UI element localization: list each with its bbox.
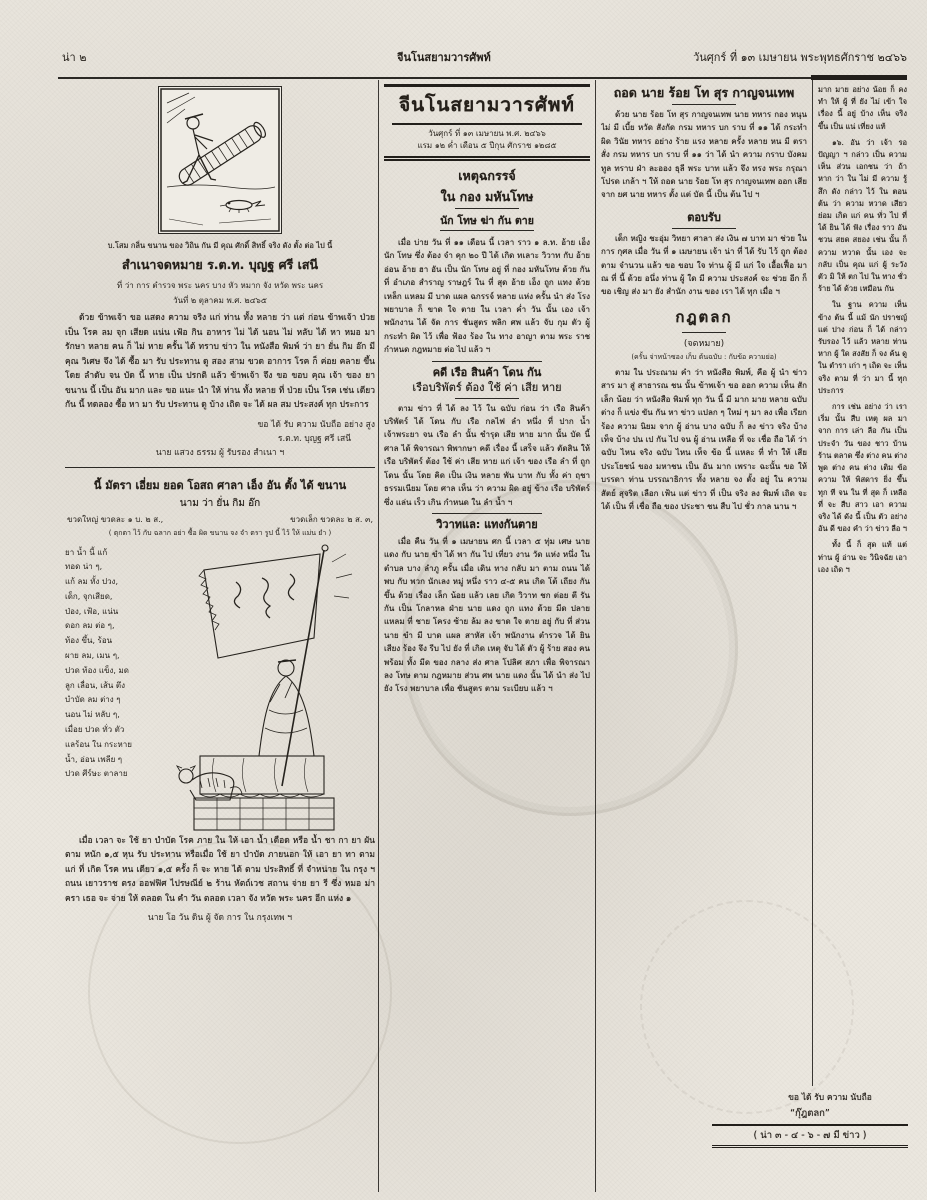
reply-heading: ตอบรับ (687, 210, 721, 224)
article-divider (432, 361, 542, 362)
headline-rule (672, 228, 736, 229)
continued-text: มาก มาย อย่าง น้อย ก็ คง ทำ ให้ ผู้ ที่ ยัง ไม่ เข้า ใจ เรื่อง นี้ อยู่ บ้าง เห็น จริง ขึ้น เป็น แน่ เที่ยง แท้ (818, 85, 907, 131)
headline-rule (455, 208, 519, 209)
list-item: ปวด ศีร์ษะ ตาลาย (65, 769, 128, 779)
masthead-title: จีนโนสยามวารศัพท์ (399, 94, 575, 116)
ad-note: ( ตุกตา ไว้ กับ ฉลาก อย่า ซื้อ ผิด ขนาน จง จำ ตรา รูป นี้ ไว้ ให้ แม่น ยำ ) (108, 528, 332, 537)
masthead-lunar-date: แรม ๑๒ ค่ำ เดือน ๕ ปีกุน ศักราช ๑๒๘๕ (417, 141, 557, 150)
letter-address: ที่ ว่า การ ตำรวจ พระ นคร บาง หัว หมาก จัง หวัด พระ นคร (116, 281, 324, 290)
continued-text: ๑๖. อัน ว่า เจ้า รอ ปัญญา ฯ กล่าว เป็น ความ เห็น ส่วน เอกชน ว่า ถ้า หาก ว่า ใน ไม่ มี ความ รู้ สึก ดัง กล่าว ไว้ ใน ตอน ต้น ว่า ความ หวาด เสียว ย่อม เกิด แก่ คน ทั่ว ไป ที่ ได้ ยิน ได้ ฟัง เรื่อง ราว อัน ชวน สยด สยอง เช่น นั้น ก็ ความ หวาด นั้น เอง จะ กลับ เป็น คุณ แก่ ผู้ ระวัง ตัว มิ ให้ ตก ไป ใน ทาง ชั่ว ร้าย ได้ ด้วย เหมือน กัน (818, 137, 907, 294)
article-headline: ถอด นาย ร้อย โท สุร กาญจนเทพ (613, 85, 795, 100)
list-item: เด็ก, จุกเสียด, (65, 591, 113, 601)
column-4 (818, 84, 907, 1086)
list-item: เมื่อย ปวด ทั่ว ตัว (65, 725, 125, 735)
column-3 (601, 84, 807, 1086)
illustration-caption: บ.โสม กลิ่น ขนาน ของ วิถิน กัน มี คุณ ศักดิ์ สิทธิ์ จริง ดัง ตั้ง ต่อ ไป นี้ (107, 241, 333, 250)
letter-body: ตาม ใน ประณาม คำ ว่า หนังสือ พิมพ์, คือ ผู้ นำ ข่าว สาร มา สู่ สาธารณ ชน นั้น ข้าพเจ้า ขอ ออก ความ เห็น สัก เล็ก น้อย ว่า หนังสือ พิมพ์ ทุก วัน นี้ มี มาก มาย หลาย ฉบับ ต่าง ก็ แข่ง ขัน กัน หา ข่าว แปลก ๆ ใหม่ ๆ มา ลง เพื่อ เรียก ร้อง ความ นิยม จาก ผู้ อ่าน บาง ฉบับ ก็ ลง ข่าว จริง บ้าง เท็จ บ้าง ปน เป กัน ไป จน ผู้ อ่าน เหลือ ที่ จะ เชื่อ ถือ ได้ ว่า ฉบับ ไหน จริง ฉบับ ไหน เท็จ ข้อ นี้ แหละ ที่ ทำ ให้ เสีย ประโยชน์ ของ มหาชน เป็น อัน มาก เพราะ ฉะนั้น ขอ ให้ บรรดา ท่าน บรรณาธิการ ทั้ง หลาย จง ตั้ง อยู่ ใน ความ สัตย์ สุจริต เลือก เฟ้น แต่ ข่าว ที่ เป็น จริง ลง พิมพ์ เถิด จะ ได้ เป็น ที่ เชื่อ ถือ ของ ประชา ชน สืบ ไป ชั่ว กาล นาน ฯ (601, 367, 807, 511)
header-rule (58, 77, 907, 79)
section-rule (65, 467, 375, 468)
continued-text: ทั้ง นี้ ก็ สุด แท้ แต่ ท่าน ผู้ อ่าน จะ วินิจฉัย เอา เอง เถิด ฯ (818, 540, 907, 574)
masthead-date: วันศุกร์ ที่ ๑๓ เมษายน พ.ศ. ๒๔๖๖ (428, 129, 546, 138)
article-headline: คดี เรือ สินค้า โดน กัน (432, 365, 542, 379)
letter-body: ด้วย ข้าพเจ้า ขอ แสดง ความ จริง แก่ ท่าน ทั้ง หลาย ว่า แต่ ก่อน ข้าพเจ้า ป่วย เป็น โรค ลม จุก เสียด แน่น เฟ้อ กิน อาหาร ไม่ ได้ นอน ไม่ หลับ ได้ หา หมอ มา รักษา หลาย คน ก็ ไม่ หาย ครั้น ได้ ทราบ ข่าว ใน หนังสือ พิมพ์ ว่า ยา ยั่น กิม อ๊ก มี คุณ วิเศษ จึง ได้ ซื้อ มา รับ ประทาน ดู สอง สาม ขวด อาการ โรค ก็ ค่อย คลาย ขึ้น โดย ลำดับ จน บัด นี้ หาย เป็น ปรกติ แล้ว ข้าพเจ้า จึง ขอ ขอบ คุณ เจ้า ของ ยา ขนาน นี้ เป็น อัน มาก และ ขอ แนะ นำ ให้ ท่าน ทั้ง หลาย ที่ ป่วย เป็น โรค เช่น เดียว กัน นี้ ทดลอง ซื้อ หา มา รับ ประทาน ดู บ้าง เถิด จะ ได้ ผล สม ประสงค์ ทุก ประการ (65, 313, 375, 410)
letter-signature-block (712, 1090, 908, 1148)
letter-date: วันที่ ๒ ตุลาคม พ.ศ. ๒๔๖๕ (173, 296, 267, 305)
letter-sign-1: ขอ ได้ รับ ความ นับถือ อย่าง สูง (257, 419, 375, 430)
article-headline: เหตุฉกรรจ์ (458, 168, 516, 183)
article-subheadline: เรือบริพัตร์ ต้อง ใช้ ค่า เสีย หาย (412, 380, 562, 394)
list-item: ยา น้ำ นี้ แก้ (65, 547, 108, 557)
column-2 (384, 84, 590, 1196)
list-item: แลร้อน ใน กระหาย (65, 739, 132, 749)
article-subhead: นัก โทษ ฆ่า กัน ตาย (440, 212, 534, 231)
article-body: เมื่อ คืน วัน ที่ ๑ เมษายน ศก นี้ เวลา ๕ ทุ่ม เศษ นาย แดง กับ นาย ขำ ได้ พา กัน ไป เที่ยว งาน วัด แห่ง หนึ่ง ใน ตำบล บาง ลำภู ครั้น เมื่อ เดิน ทาง กลับ มา ตาม ถนน ได้ พบ กับ พวก นักเลง หมู่ หนึ่ง ราว ๔-๕ คน เกิด โต้ เถียง กัน ขึ้น ด้วย เรื่อง เล็ก น้อย แล้ว เลย เกิด วิวาท ชก ต่อย ตี รัน กัน เป็น โกลาหล ฝ่าย นาย แดง ถูก แทง ด้วย มีด ปลาย แหลม ที่ ชาย โครง ซ้าย ล้ม ลง ขาด ใจ ตาย อยู่ กับ ที่ ส่วน นาย ขำ มี บาด แผล สาหัส เจ้า พนักงาน ตำรวจ ได้ ยิน เสียง ร้อง จึง รีบ ไป ยัง ที่ เกิด เหตุ จับ ได้ ตัว ผู้ ร้าย สอง คน พร้อม ทั้ง มีด ของ กลาง ส่ง ศาล โปลิศ สภา เพื่อ พิจารณา ลง โทษ ตาม กฎหมาย ส่วน ศพ นาย แดง นั้น ได้ นำ ส่ง ไป ยัง โรง พยาบาล เพื่อ ชันสูตร ตาม ระเบียบ แล้ว ฯ (384, 536, 590, 694)
column-divider (378, 80, 379, 1192)
column-divider (812, 80, 813, 1086)
letter-sign-2: ร.ต.ท. บุญฐ ศรี เสนี (277, 433, 351, 444)
letter-note: (ครั้น จ่าหน้าซอง เก็บ ต้นฉบับ : กับข้อ ความย่อ) (631, 352, 777, 361)
list-item: ป่อง, เฟ้อ, แน่น (65, 606, 119, 616)
list-item: ดอก ลม ต่อ ๆ, (65, 621, 115, 631)
article-headline: วิวาทแล: แทงกันตาย (436, 517, 538, 531)
letter-type-label: (จดหมาย) (683, 338, 725, 349)
article-divider (432, 513, 542, 514)
reply-body: เด็ก หญิง ชะอุ่ม วิทยา ศาลา ส่ง เงิน ๗ บาท มา ช่วย ใน การ กุศล เมื่อ วัน ที่ ๑ เมษายน เจ้า น่า ที่ ได้ รับ ไว้ ถูก ต้อง ตาม จำนวน แล้ว ขอ ขอบ ใจ ท่าน ผู้ มี แก่ ใจ เอื้อเฟื้อ มา ณ ที่ นี้ ด้วย อนึ่ง ท่าน ผู้ ใด มี ความ ประสงค์ จะ ช่วย อีก ก็ ขอ เชิญ ส่ง มา ยัง สำนัก งาน ของ เรา ได้ ทุก เมื่อ ฯ (601, 233, 807, 297)
list-item: แก้ ลม ทั้ง ปวง, (65, 577, 119, 587)
letter-column-heading: กฎตลก (675, 307, 733, 326)
list-item: ผาย ลม, เมน ๆ, (65, 651, 120, 661)
ad-price-large: ขวดใหญ่ ขวดละ ๑ บ. ๒ ส., (67, 514, 164, 524)
list-item: ลูก เลื่อน, เส้น ตึง (65, 680, 126, 690)
running-header (62, 48, 907, 66)
list-item: บำบัด ลม ต่าง ๆ (65, 695, 121, 705)
article-body: เมื่อ บ่าย วัน ที่ ๑๑ เดือน นี้ เวลา ราว ๑ ล.ท. อ้าย เอ็ง นัก โทษ ซึ่ง ต้อง จำ คุก ๒๐ ปี ได้ เกิด ทเลาะ วิวาท กับ อ้าย อ่อน อ้าย ฮา อัน เป็น นัก โทษ อยู่ ที่ กอง มหันโทษ ด้วย กัน ที่ อำเภอ สำราญ ราษฎร์ ใน ที่ สุด อ้าย เอ็ง ถูก แทง ด้วย เหล็ก แหลม มี บาด แผล ฉกรรจ์ หลาย แห่ง ครั้น นำ ส่ง โรง พยาบาล ก็ ขาด ใจ ตาย ใน เวลา ค่ำ วัน นั้น เอง เจ้า พนักงาน ได้ จัด การ ชันสูตร พลิก ศพ แล้ว จับ กุม ตัว ผู้ กระทำ ผิด ไว้ เพื่อ ฟ้อง ร้อง ใน ทาง อาญา ตาม พระ ราช กำหนด กฎหมาย ต่อ ไป แล้ว ฯ (384, 238, 590, 355)
ad-headline: นี้ มัตรา เอี่ยม ยอด โอสถ ศาลา เอ็ง อัน ตั้ง ได้ ขนาน (93, 478, 347, 492)
woodcut-illustration (158, 86, 282, 234)
masthead (384, 84, 590, 161)
signature-salutation: ขอ ได้ รับ ความ นับถือ (788, 1093, 872, 1103)
list-item: ทอด น่า ๆ, (65, 562, 103, 572)
ad-manager-line: นาย โอ วัน ดิน ผู้ จัด การ ใน กรุงเทพ ฯ (147, 913, 293, 923)
continued-text: ใน ฐาน ความ เห็น ข้าง ต้น นี้ แม้ นัก ปราชญ์ แต่ ปาง ก่อน ก็ ได้ กล่าว รับรอง ไว้ แล้ว หลาย ท่าน หาก ผู้ ใด สงสัย ก็ จง ค้น ดู ใน ตำรา เก่า ๆ เถิด จะ เห็น จริง ตาม ที่ ว่า มา นี้ ทุก ประการ (818, 300, 907, 395)
header-rule-heavy (811, 75, 907, 80)
ad-price-small: ขวดเล็ก ขวดละ ๒ ส. ๓, (290, 514, 373, 524)
article-body: ตาม ข่าว ที่ ได้ ลง ไว้ ใน ฉบับ ก่อน ว่า เรือ สินค้า บริพัตร์ ได้ โดน กับ เรือ กลไฟ ลำ หนึ่ง ที่ ปาก น้ำ เจ้าพระยา จน เรือ ลำ นั้น ชำรุด เสีย หาย มาก นั้น บัด นี้ ศาล ได้ พิจารณา พิพากษา คดี เรื่อง นี้ เสร็จ แล้ว ตัดสิน ให้ เรือ บริพัตร์ ต้อง ใช้ ค่า เสีย หาย แก่ เจ้า ของ เรือ ลำ ที่ ถูก โดน นั้น โดย คิด เป็น เงิน หลาย พัน บาท กับ ทั้ง ค่า ฤชา ธรรมเนียม โดย ศาล เห็น ว่า ความ ผิด อยู่ ข้าง เรือ บริพัตร์ ซึ่ง แล่น เร็ว เกิน กำหนด ใน ลำ น้ำ ฯ (384, 403, 590, 507)
continued-text: การ เช่น อย่าง ว่า เรา เริ่ม นั้น สืบ เหตุ ผล มา จาก การ เล่า ลือ กัน เป็น ประจำ วัน ของ ชาว บ้าน ร้าน ตลาด ซึ่ง ต่าง คน ต่าง พูด ต่าง คน ต่าง เติม ข้อ ความ ให้ พิสดาร ยิ่ง ขึ้น ทุก ที จน ใน ที่ สุด ก็ เหลือ ที่ จะ สืบ สาว เอา ความ จริง ได้ ดัง นี้ เป็น ตัว อย่าง อัน ดี ของ คำ ว่า ข่าว ลือ ฯ (818, 402, 907, 534)
pages-note: ( น่า ๓ - ๔ - ๖ - ๗ มี ข่าว ) (712, 1124, 908, 1148)
article-headline-2: ใน กอง มหันโทษ (440, 189, 534, 204)
ad-price-row (67, 513, 373, 526)
headline-rule (682, 332, 726, 333)
list-item: ปวด ท้อง แข็ง, มด (65, 665, 129, 675)
ad-product-name: นาม ว่า ยั่น กิม อ๊ก (179, 497, 261, 509)
ad-block (65, 542, 375, 834)
signature-name: “กุ๊ฎตลก” (790, 1108, 830, 1119)
letter-title: สำเนาจดหมาย ร.ต.ท. บุญฐ ศรี เสนี (121, 257, 319, 272)
ad-illustration (157, 542, 375, 834)
column-1 (65, 84, 375, 1196)
list-item: น้ำ, อ่อน เพลีย ๆ (65, 754, 123, 764)
date-line: วันศุกร์ ที่ ๑๓ เมษายน พระพุทธศักราช ๒๔๖๖ (693, 51, 907, 64)
column-divider (595, 80, 596, 1192)
paper-name-running: จีนโนสยามวารศัพท์ (397, 51, 491, 64)
ad-usage-text: เมื่อ เวลา จะ ใช้ ยา บำบัด โรค ภาย ใน ให้ เอา น้ำ เดือด หรือ น้ำ ชา กา ยา ผัน ตาม หนัก ๑,๕ หุน รับ ประทาน หรือเมื่อ ใช้ ยา บำบัด ภายนอก ให้ เอา ยา ทา ตาม แก่ ที่ เกิด โรค หน เดียว ๑,๕ ครั้ง ก็ จะ หาย ได้ ตาม ประสิทธิ์ ที่ จำหน่าย ใน กรุง ฯ ถนน เยาวราช ตรง ออฟฟิศ ไปรษณีย์ ๒ ร้าน หัตถ์เวช สถาน จ่าย ยา รี ซึ่ง หมอ ม่า ครา เธอ จะ จ่าย ให้ ตลอด ใน คำ วัน ตลอด เวลา จัง หวัด พระ นคร อีก แห่ง ๑ (65, 835, 375, 904)
letter-witness: นาย แสวง ธรรม ผู้ รับรอง สำเนา ฯ (155, 447, 285, 458)
ad-ailment-list (65, 542, 157, 834)
article-body: ด้วย นาย ร้อย โท สุร กาญจนเทพ นาย ทหาร กอง หนุน ไม่ มี เบี้ย หวัด สังกัด กรม ทหาร บก ราบ ที่ ๑๑ ได้ กระทำ ผิด วินัย ทหาร อย่าง ร้าย แรง หลาย ครั้ง หลาย หน มี ตรา สั่ง กรม ทหาร บก ราบ ที่ ๑๑ ว่า ได้ นำ ความ กราบ บังคม ทูล ทราบ ฝ่า ละออง ธุลี พระ บาท แล้ว จึง ทรง พระ กรุณา โปรด เกล้า ฯ ให้ ถอด นาย ร้อย โท สุร กาญจนเทพ ออก เสีย จาก ยศ นาย ทหาร ตั้ง แต่ บัด นี้ เป็น ต้น ไป ฯ (601, 110, 807, 200)
headline-rule (455, 398, 519, 399)
list-item: นอน ไม่ หลับ ๆ, (65, 710, 120, 720)
list-item: ท้อง ขึ้น, ร้อน (65, 636, 113, 646)
page-number: น่า ๒ (62, 51, 87, 64)
masthead-rule (392, 123, 582, 125)
headline-rule (672, 104, 736, 105)
